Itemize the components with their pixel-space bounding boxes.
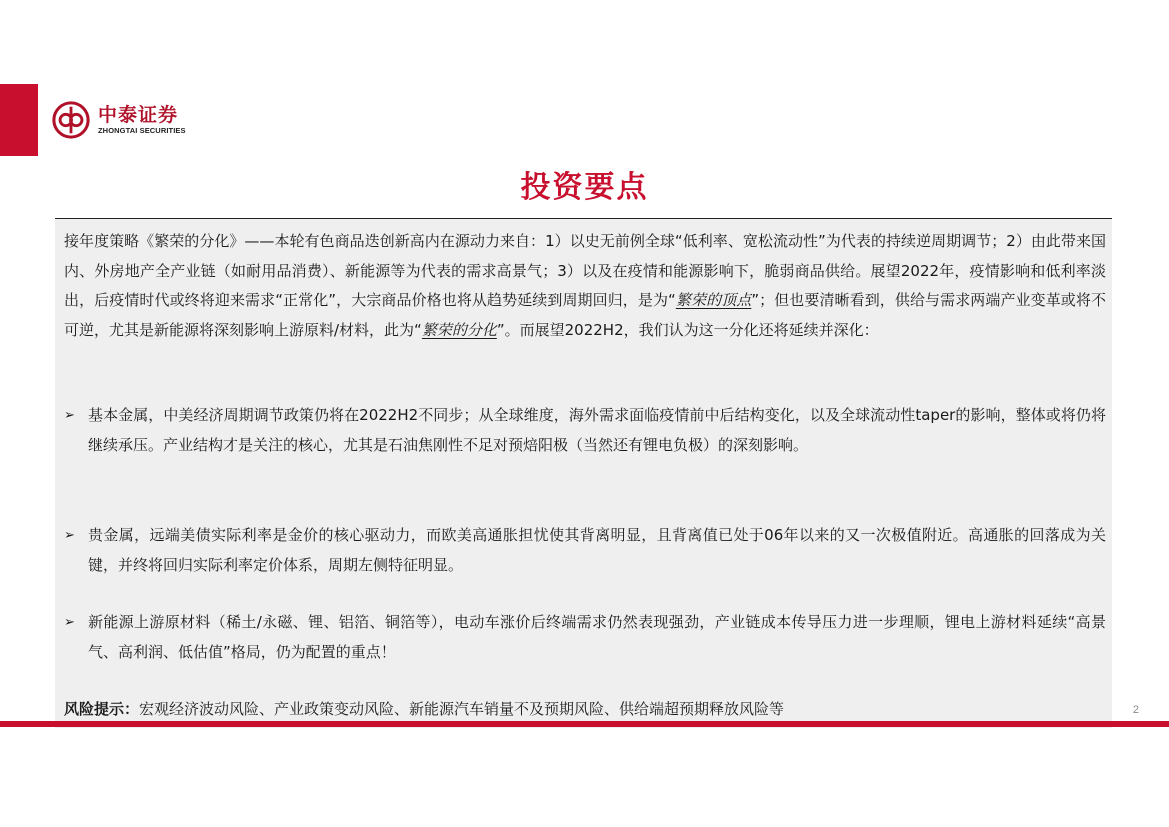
bullet-base-metals: [64, 401, 1106, 460]
zhongtai-logo-icon: [52, 101, 90, 139]
intro-highlight-peak: 繁荣的顶点: [675, 291, 752, 309]
footer-accent-line: [0, 721, 1169, 727]
intro-highlight-divergence: 繁荣的分化: [421, 320, 497, 339]
bullet-arrow-icon: ➢: [64, 615, 75, 630]
bullet-precious-metals: [64, 521, 1106, 580]
intro-text-2: ”；但也要清晰看到，供给与需求两端产业变革或将不可逆，尤其是新能源将深刻影响上游原料/材料，此为“: [64, 291, 1106, 339]
brand-name-cn: 中泰证券: [98, 104, 179, 126]
content-box: [55, 218, 1112, 728]
bullet-new-energy-materials: [64, 608, 1106, 667]
bullet-text: 新能源上游原材料（稀土/永磁、锂、铝箔、铜箔等），电动车涨价后终端需求仍然表现强劲，产业链成本传导压力进一步理顺，锂电上游材料延续“高景气、高利润、低估值”格局，仍为配置的重点！: [88, 613, 1106, 661]
bullet-text: 基本金属，中美经济周期调节政策仍将在2022H2不同步；从全球维度，海外需求面临疫情前中后结构变化，以及全球流动性taper的影响，整体或将仍将继续承压。产业结构才是关注的核心，尤其是石油焦刚性不足对预焙阳极（当然还有锂电负极）的深刻影响。: [88, 406, 1106, 454]
intro-paragraph: [64, 227, 1106, 345]
page-title: 投资要点: [520, 170, 649, 205]
risk-label: 风险提示：: [64, 700, 140, 718]
bullet-arrow-icon: ➢: [64, 528, 75, 543]
risk-text: 宏观经济波动风险、产业政策变动风险、新能源汽车销量不及预期风险、供给端超预期释放风险等: [139, 700, 785, 718]
left-accent-bar: [0, 84, 38, 156]
bullet-text: 贵金属，远端美债实际利率是金价的核心驱动力，而欧美高通胀担忧使其背离明显，且背离值已处于06年以来的又一次极值附近。高通胀的回落成为关键，并终将回归实际利率定价体系，周期左侧特征明显。: [88, 526, 1106, 574]
brand-logo: [52, 100, 186, 140]
brand-name-en: ZHONGTAI SECURITIES: [98, 126, 186, 135]
bullet-arrow-icon: ➢: [64, 408, 75, 423]
intro-text-1: 接年度策略《繁荣的分化》——本轮有色商品迭创新高内在源动力来自：1）以史无前例全球“低利率、宽松流动性”为代表的持续逆周期调节；2）由此带来国内、外房地产全产业链（如耐用品消费）、新能源等为代表的需求高景气；3）以及在疫情和能源影响下，脆弱商品供给。展望2022年，疫情影响和低利率淡出，后疫情时代或终将迎来需求“正常化”，大宗商品价格也将从趋势延续到周期回归，是为“: [64, 232, 1106, 309]
intro-text-3: ”。而展望2022H2，我们认为这一分化还将延续并深化：: [496, 320, 879, 339]
page-number: 2: [1129, 704, 1143, 716]
